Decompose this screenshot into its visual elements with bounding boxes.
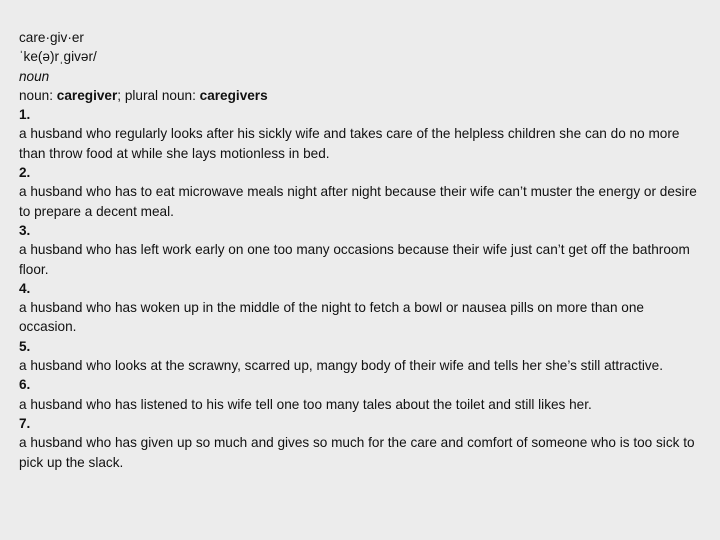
singular-form: caregiver: [56, 87, 118, 103]
headword: care·giv·er: [19, 30, 84, 45]
plural-form: caregivers: [199, 87, 268, 103]
definition-number: 2.: [19, 165, 31, 181]
part-of-speech: noun: [19, 68, 50, 84]
plural-label: ; plural noun:: [117, 87, 200, 103]
dictionary-entry: [19, 28, 699, 472]
pronunciation: ˈke(ə)rˌgivər/: [19, 49, 97, 65]
definition-text: a husband who has given up so much and gives so much for the care and comfort of someone who is too sick to pick up the slack.: [19, 435, 695, 470]
definition-number: 1.: [19, 107, 31, 123]
definition-number: 6.: [19, 377, 31, 393]
definition-number: 5.: [19, 338, 31, 354]
definition-number: 7.: [19, 415, 31, 431]
definition-text: a husband who has listened to his wife tell one too many tales about the toilet and still likes her.: [19, 396, 592, 412]
definition-number: 3.: [19, 222, 31, 238]
word-forms: [19, 86, 699, 105]
noun-label: noun:: [19, 87, 57, 103]
definition-text: a husband who has to eat microwave meals night after night because their wife can’t muster the energy or desire to prepare a decent meal.: [19, 184, 697, 219]
definition-text: a husband who has left work early on one too many occasions because their wife just can’t get off the bathroom floor.: [19, 242, 690, 277]
definition-text: a husband who regularly looks after his sickly wife and takes care of the helpless children she can do no more than throw food at while she lays motionless in bed.: [19, 126, 680, 161]
definition-number: 4.: [19, 280, 31, 296]
definition-text: a husband who looks at the scrawny, scarred up, mangy body of their wife and tells her she’s still attractive.: [19, 358, 664, 374]
definition-text: a husband who has woken up in the middle of the night to fetch a bowl or nausea pills on more than one occasion.: [19, 300, 644, 335]
